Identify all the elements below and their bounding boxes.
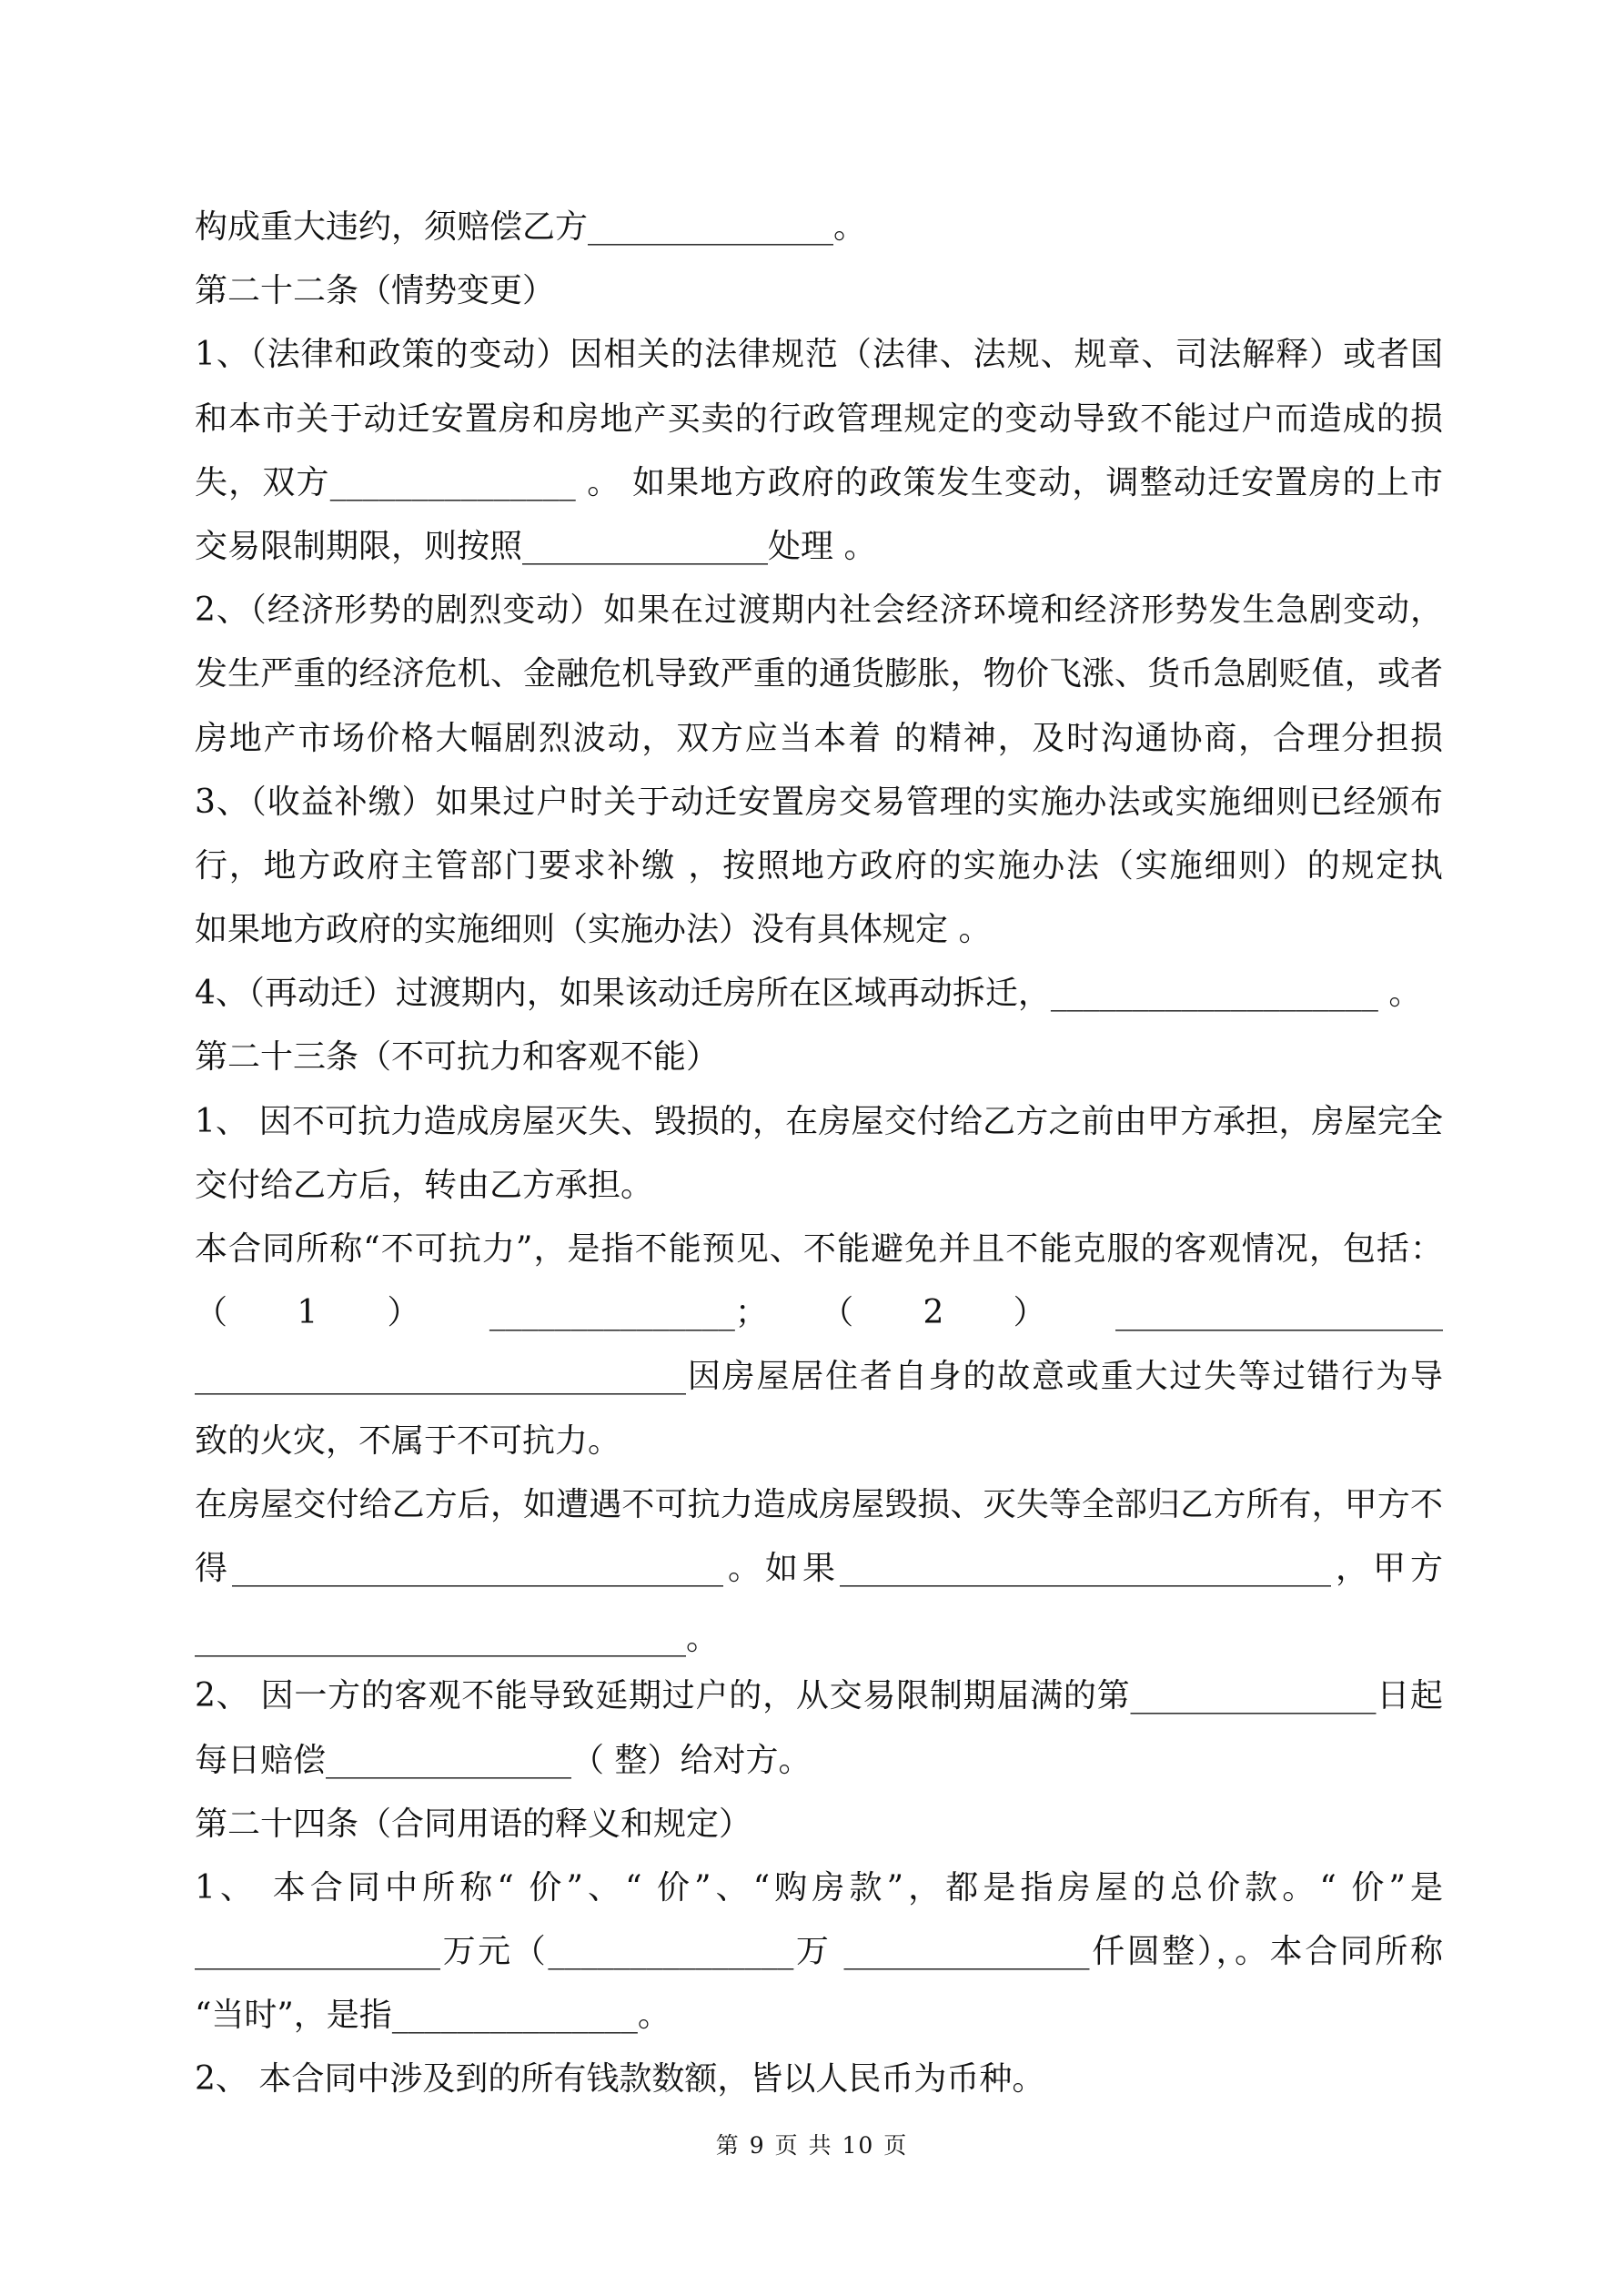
fill-in-blank: _______________	[843, 1933, 1090, 1971]
text-segment: 第二十四条（合同用语的释义和规定）	[195, 1805, 752, 1843]
text-segment: 。	[637, 1997, 671, 2035]
text-line	[195, 451, 1443, 515]
fill-in-blank: _______________	[522, 527, 769, 565]
text-line	[195, 1856, 1443, 1920]
text-segment: 和本市关于动迁安置房和房地产买卖的行政管理规定的变动导致不能过户而造成的损	[195, 400, 1443, 438]
text-segment: 1、 本合同中所称“ 价”、“ 价”、“购房款”，都是指房屋的总价款。“ 价”是	[195, 1868, 1443, 1907]
text-segment: 。如果	[723, 1549, 840, 1587]
text-segment: 交易限制期限，则按照	[195, 527, 523, 565]
article-heading	[195, 259, 1443, 323]
text-segment: 2、 本合同中涉及到的所有钱款数额，皆以人民币为币种。	[195, 2060, 1045, 2099]
text-segment: ；（2）	[734, 1294, 1115, 1332]
fill-in-blank: ______________________________	[232, 1549, 723, 1587]
text-segment: （ 整）给对方。	[571, 1741, 812, 1779]
fill-in-blank: ______________________________	[195, 1358, 686, 1396]
text-line	[195, 1984, 1443, 2048]
text-line	[195, 388, 1443, 451]
text-line	[195, 515, 1443, 579]
text-line	[195, 1537, 1443, 1601]
text-segment: 3、（收益补缴）如果过户时关于动迁安置房交易管理的实施办法或实施细则已经颁布	[195, 783, 1443, 821]
fill-in-blank: ____________________	[1115, 1294, 1443, 1332]
text-line	[195, 962, 1443, 1026]
fill-in-blank: _______________	[1130, 1677, 1377, 1715]
text-segment: 仟圆整），。本合同所称	[1089, 1933, 1443, 1971]
text-segment: 构成重大违约，须赔偿乙方	[195, 208, 589, 246]
text-line	[195, 771, 1443, 834]
text-segment: “当时”，是指	[195, 1997, 392, 2035]
text-segment: 致的火灾，不属于不可抗力。	[195, 1421, 621, 1460]
text-segment: 4、（再动迁）过渡期内，如果该动迁房所在区域再动拆迁，	[195, 975, 1051, 1013]
text-line	[195, 2048, 1443, 2111]
article-heading	[195, 1026, 1443, 1089]
text-segment: 失，双方	[195, 463, 330, 501]
text-line	[195, 834, 1443, 898]
fill-in-blank: _______________	[329, 463, 576, 501]
text-line	[195, 1607, 1443, 1671]
text-line	[195, 898, 1443, 962]
text-line	[195, 1920, 1443, 1984]
fill-in-blank: _______________	[489, 1294, 735, 1332]
text-line	[195, 1154, 1443, 1218]
text-line	[195, 323, 1443, 387]
text-segment: 交付给乙方后，转由乙方承担。	[195, 1166, 654, 1204]
text-segment: 在房屋交付给乙方后，如遭遇不可抗力造成房屋毁损、灭失等全部归乙方所有，甲方不	[195, 1485, 1443, 1523]
text-segment: 发生严重的经济危机、金融危机导致严重的通货膨胀，物价飞涨、货币急剧贬值，或者	[195, 655, 1443, 693]
text-segment: 第二十二条（情势变更）	[195, 272, 556, 310]
text-segment: 日起	[1376, 1677, 1443, 1715]
text-segment: 行，地方政府主管部门要求补缴 ，按照地方政府的实施办法（实施细则）的规定执	[195, 846, 1443, 885]
fill-in-blank: _______________	[548, 1933, 794, 1971]
page-number-footer: 第 9 页 共 10 页	[715, 2132, 909, 2159]
fill-in-blank: _______________	[326, 1741, 572, 1779]
text-segment: 得	[195, 1549, 232, 1587]
text-segment: 第二十三条（不可抗力和客观不能）	[195, 1038, 720, 1077]
text-line	[195, 642, 1443, 706]
contract-page-body	[195, 196, 1443, 2112]
fill-in-blank: ______________________________	[839, 1549, 1331, 1587]
text-segment: 每日赔偿	[195, 1741, 327, 1779]
article-heading	[195, 1793, 1443, 1856]
text-segment: 1、（法律和政策的变动）因相关的法律规范（法律、法规、规章、司法解释）或者国	[195, 336, 1443, 374]
text-segment: 1、 因不可抗力造成房屋灭失、毁损的，在房屋交付给乙方之前由甲方承担，房屋完全	[195, 1102, 1443, 1140]
text-line	[195, 1410, 1443, 1473]
fill-in-blank: _______________	[391, 1997, 638, 2035]
fill-in-blank: ______________________________	[195, 1620, 686, 1658]
text-segment: 2、 因一方的客观不能导致延期过户的，从交易限制期届满的第	[195, 1677, 1131, 1715]
text-line	[195, 1345, 1443, 1409]
text-segment: （1）	[195, 1294, 489, 1332]
text-segment: 处理 。	[768, 527, 877, 565]
fill-in-blank: ____________________	[1050, 975, 1378, 1013]
text-segment: 万	[793, 1933, 844, 1971]
text-segment: 2、（经济形势的剧烈变动）如果在过渡期内社会经济环境和经济形势发生急剧变动，	[195, 592, 1443, 630]
text-segment: 如果地方政府的实施细则（实施办法）没有具体规定 。	[195, 911, 992, 949]
text-segment: 。 如果地方政府的政策发生变动，调整动迁安置房的上市	[575, 463, 1443, 501]
text-segment: 。	[1377, 975, 1422, 1013]
text-segment: ，甲方	[1330, 1549, 1443, 1587]
text-line	[195, 579, 1443, 642]
text-line	[195, 196, 1443, 259]
text-segment: 。	[833, 208, 867, 246]
text-line	[195, 1473, 1443, 1537]
text-line	[195, 1218, 1443, 1281]
fill-in-blank: _______________	[588, 208, 834, 246]
text-line	[195, 1281, 1443, 1345]
text-line	[195, 1664, 1443, 1728]
text-line	[195, 707, 1443, 771]
text-line	[195, 1090, 1443, 1154]
text-line	[195, 1729, 1443, 1793]
text-segment: 本合同所称“不可抗力”，是指不能预见、不能避免并且不能克服的客观情况，包括：	[195, 1230, 1443, 1268]
text-segment: 房地产市场价格大幅剧烈波动，双方应当本着 的精神，及时沟通协商，合理分担损	[195, 719, 1443, 757]
text-segment: 。	[686, 1620, 720, 1658]
text-segment: 因房屋居住者自身的故意或重大过失等过错行为导	[686, 1358, 1443, 1396]
fill-in-blank: _______________	[195, 1933, 440, 1971]
text-segment: 万元（	[440, 1933, 549, 1971]
